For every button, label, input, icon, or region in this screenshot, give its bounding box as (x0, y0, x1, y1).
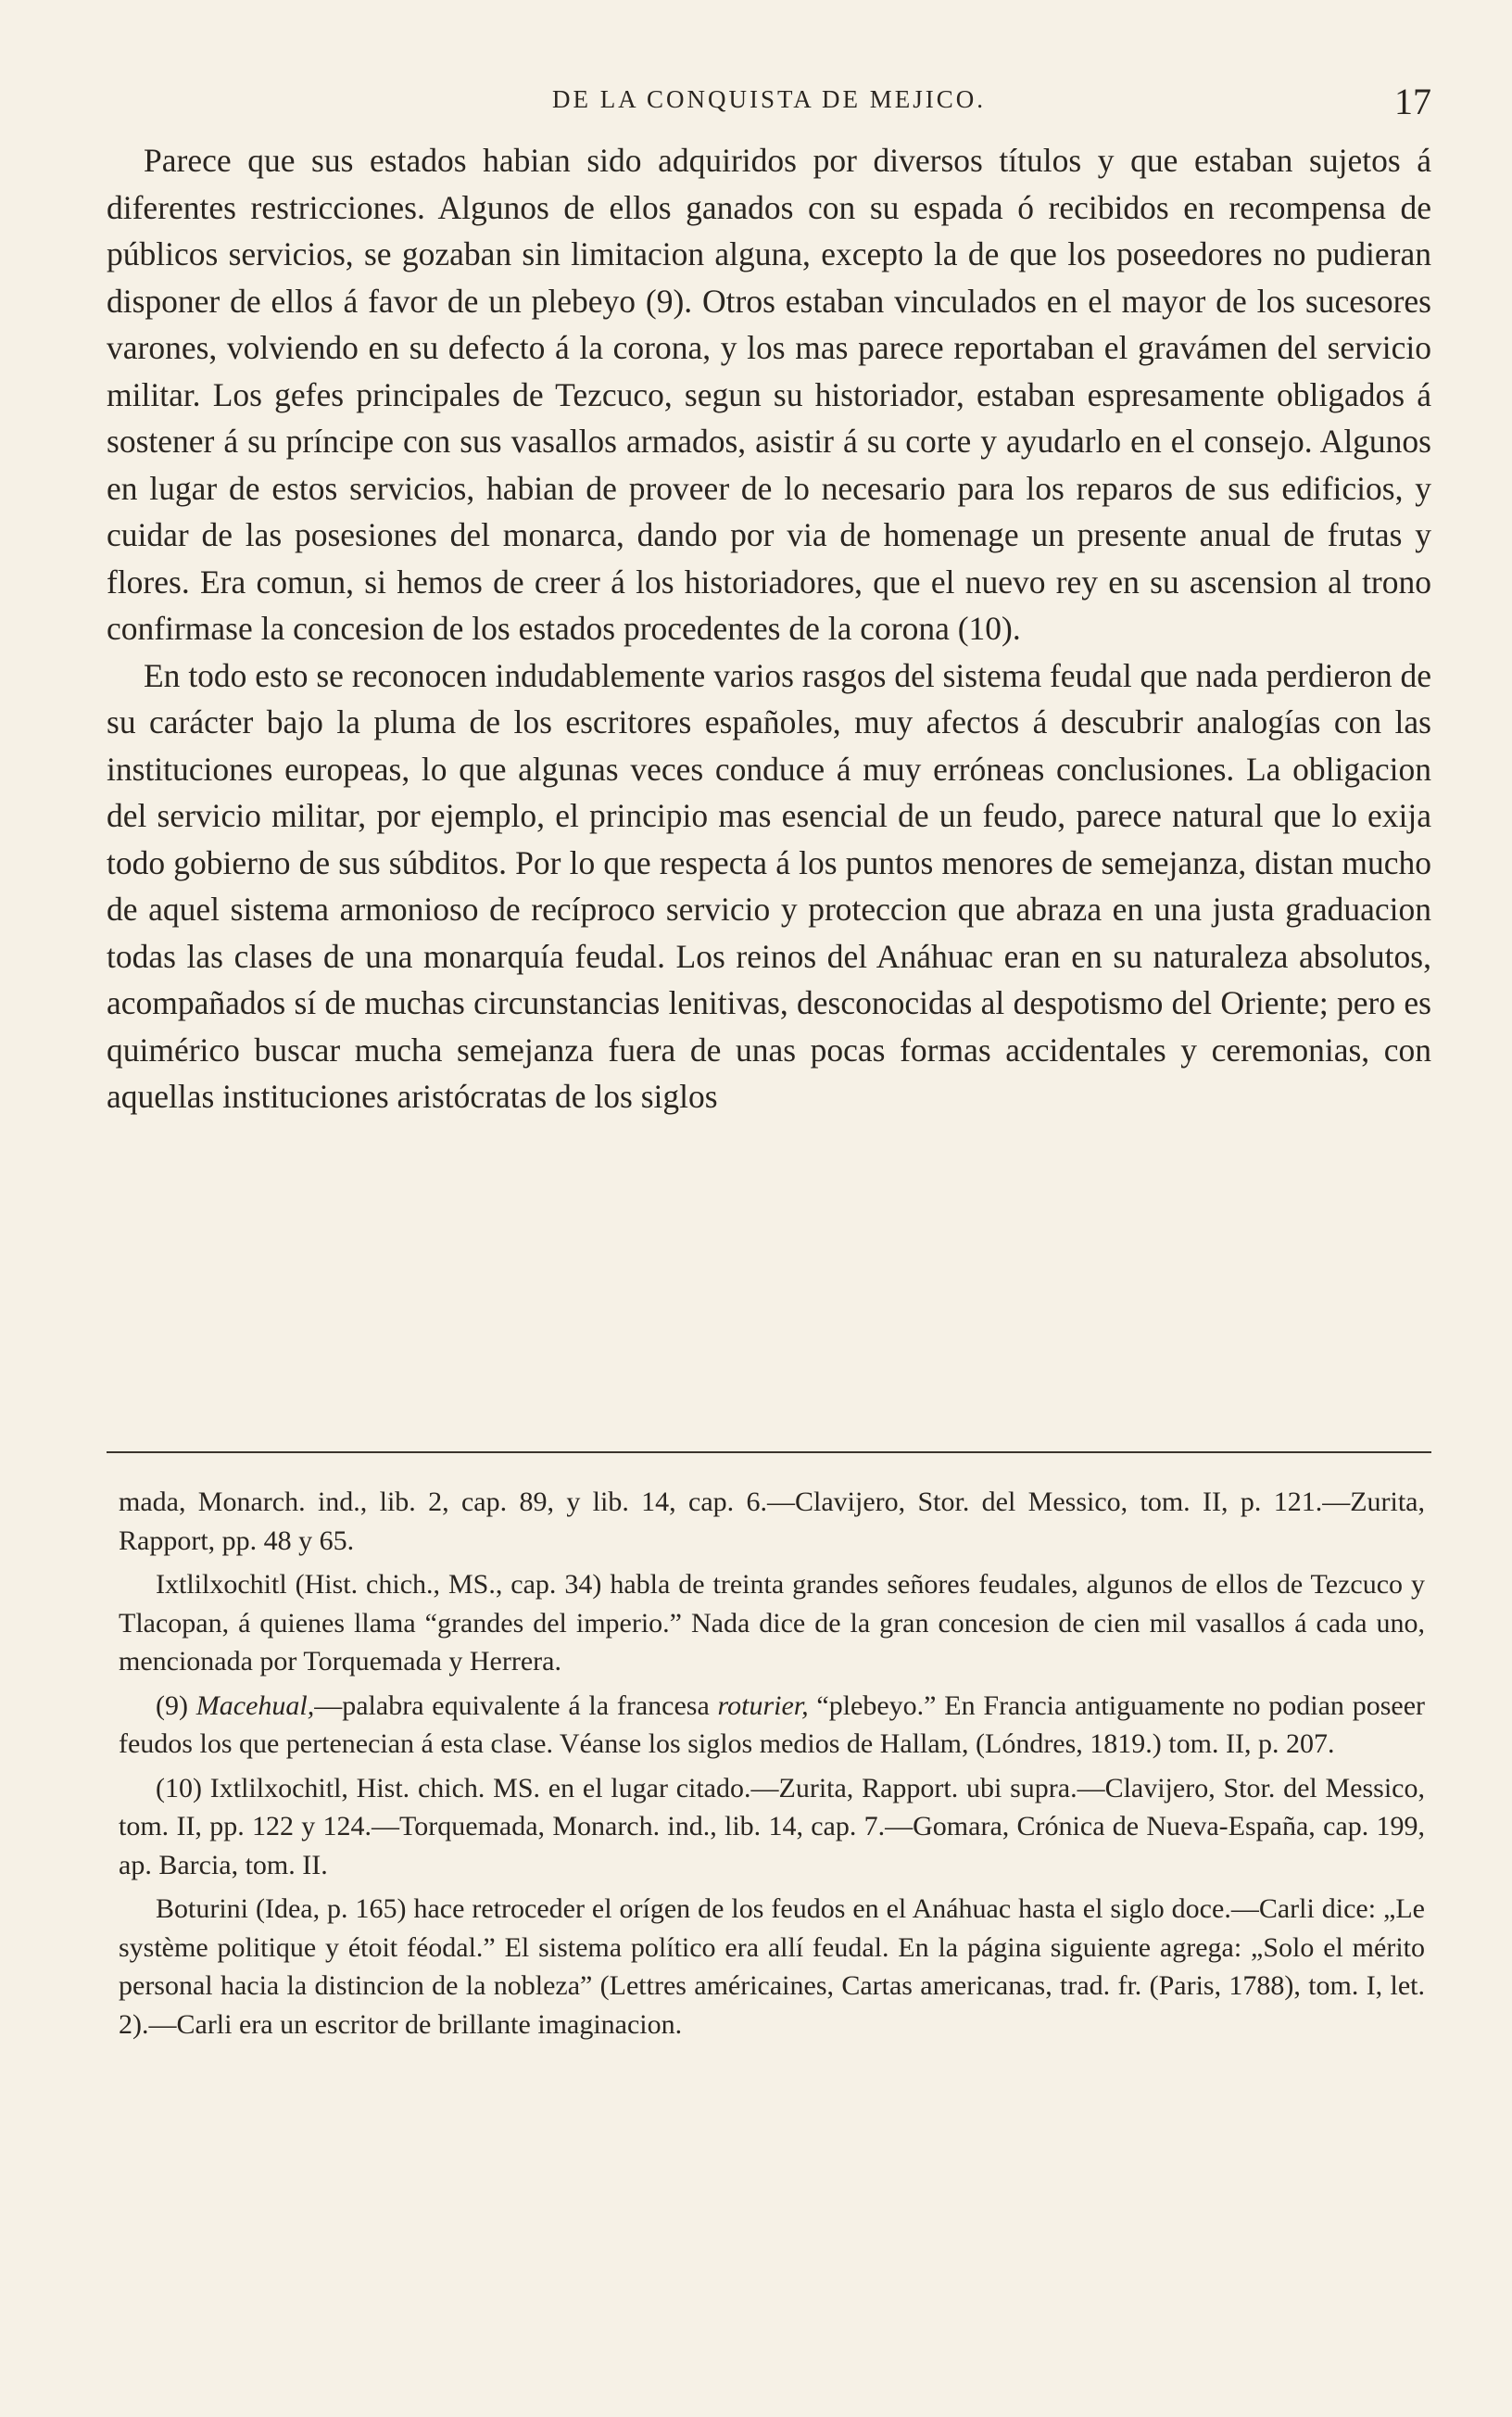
footnote-9-term2: roturier, (717, 1689, 809, 1721)
running-head (107, 81, 1431, 122)
footnote-9-text-a: —palabra equivalente á la francesa (314, 1689, 718, 1721)
running-title: DE LA CONQUISTA DE MEJICO. (551, 85, 987, 113)
footnote-continuation: mada, Monarch. ind., lib. 2, cap. 89, y lib. 14, cap. 6.—Clavijero, Stor. del Messico, tom. II, p. 121.—Zurita, Rapport, pp. 48 y 65. (119, 1487, 1425, 1556)
footnote-9 (119, 1687, 1425, 1764)
footnotes (119, 1483, 1425, 2049)
footnote-9-text-b: “plebeyo.” En Francia antiguamente no podian poseer feudos los que pertenecian á esta clase. Véanse los siglos medios de Hallam, (Lóndres, 1819.) tom. II, p. 207. (119, 1689, 1425, 1759)
main-text (107, 137, 1431, 1120)
footnote-9-term: Macehual, (195, 1689, 315, 1721)
footnote-10-number: (10) (156, 1772, 202, 1803)
page-number: 17 (1394, 81, 1431, 122)
footnote-continuation-2: Ixtlilxochitl (Hist. chich., MS., cap. 34) habla de treinta grandes señores feudales, algunos de ellos de Tezcuco y Tlacopan, á quienes llama “grandes del imperio.” Nada dice de la gran concesion de cien mil vasallos á cada uno, mencionada por Torquemada y Herrera. (119, 1569, 1425, 1677)
footnote-9-number: (9) (156, 1689, 188, 1721)
footnote-10-text: Ixtlilxochitl, Hist. chich. MS. en el lugar citado.—Zurita, Rapport. ubi supra.—Clavijero, Stor. del Messico, tom. II, pp. 122 y 124.—Torquemada, Monarch. ind., lib. 14, cap. 7.—Gomara, Crónica de Nueva-España, cap. 199, ap. Barcia, tom. II. (119, 1772, 1425, 1880)
footnote-divider (107, 1451, 1431, 1453)
paragraph-1: Parece que sus estados habian sido adquiridos por diversos títulos y que estaban sujetos á diferentes restricciones. Algunos de ellos ganados con su espada ó recibidos en recompensa de públicos servicios, se gozaban sin limitacion alguna, excepto la de que los poseedores no pudieran disponer de ellos á favor de un plebeyo (9). Otros estaban vinculados en el mayor de los sucesores varones, volviendo en su defecto á la corona, y los mas parece reportaban el gravámen del servicio militar. Los gefes principales de Tezcuco, segun su historiador, estaban espresamente obligados á sostener á su príncipe con sus vasallos armados, asistir á su corte y ayudarlo en el consejo. Algunos en lugar de estos servicios, habian de proveer de lo necesario para los reparos de sus edificios, y cuidar de las posesiones del monarca, dando por via de homenage un presente anual de frutas y flores. Era comun, si hemos de creer á los historiadores, que el nuevo rey en su ascension al trono confirmase la concesion de los estados procedentes de la corona (10). (107, 142, 1431, 647)
footnote-10-continuation: Boturini (Idea, p. 165) hace retroceder el orígen de los feudos en el Anáhuac hasta el siglo doce.—Carli dice: „Le système politique y étoit féodal.” El sistema político era allí feudal. En la página siguiente agrega: „Solo el mérito personal hacia la distincion de la nobleza” (Lettres américaines, Cartas americanas, trad. fr. (Paris, 1788), tom. I, let. 2).—Carli era un escritor de brillante imaginacion. (119, 1893, 1425, 2040)
footnote-10 (119, 1769, 1425, 1885)
paragraph-2: En todo esto se reconocen indudablemente varios rasgos del sistema feudal que nada perdieron de su carácter bajo la pluma de los escritores españoles, muy afectos á descubrir analogías con las instituciones europeas, lo que algunas veces conduce á muy erróneas conclusiones. La obligacion del servicio militar, por ejemplo, el principio mas esencial de un feudo, parece natural que lo exija todo gobierno de sus súbditos. Por lo que respecta á los puntos menores de semejanza, distan mucho de aquel sistema armonioso de recíproco servicio y proteccion que abraza en una justa graduacion todas las clases de una monarquía feudal. Los reinos del Anáhuac eran en su naturaleza absolutos, acompañados sí de muchas circunstancias lenitivas, desconocidas al despotismo del Oriente; pero es quimérico buscar mucha semejanza fuera de unas pocas formas accidentales y ceremonias, con aquellas instituciones aristócratas de los siglos (107, 656, 1431, 1115)
